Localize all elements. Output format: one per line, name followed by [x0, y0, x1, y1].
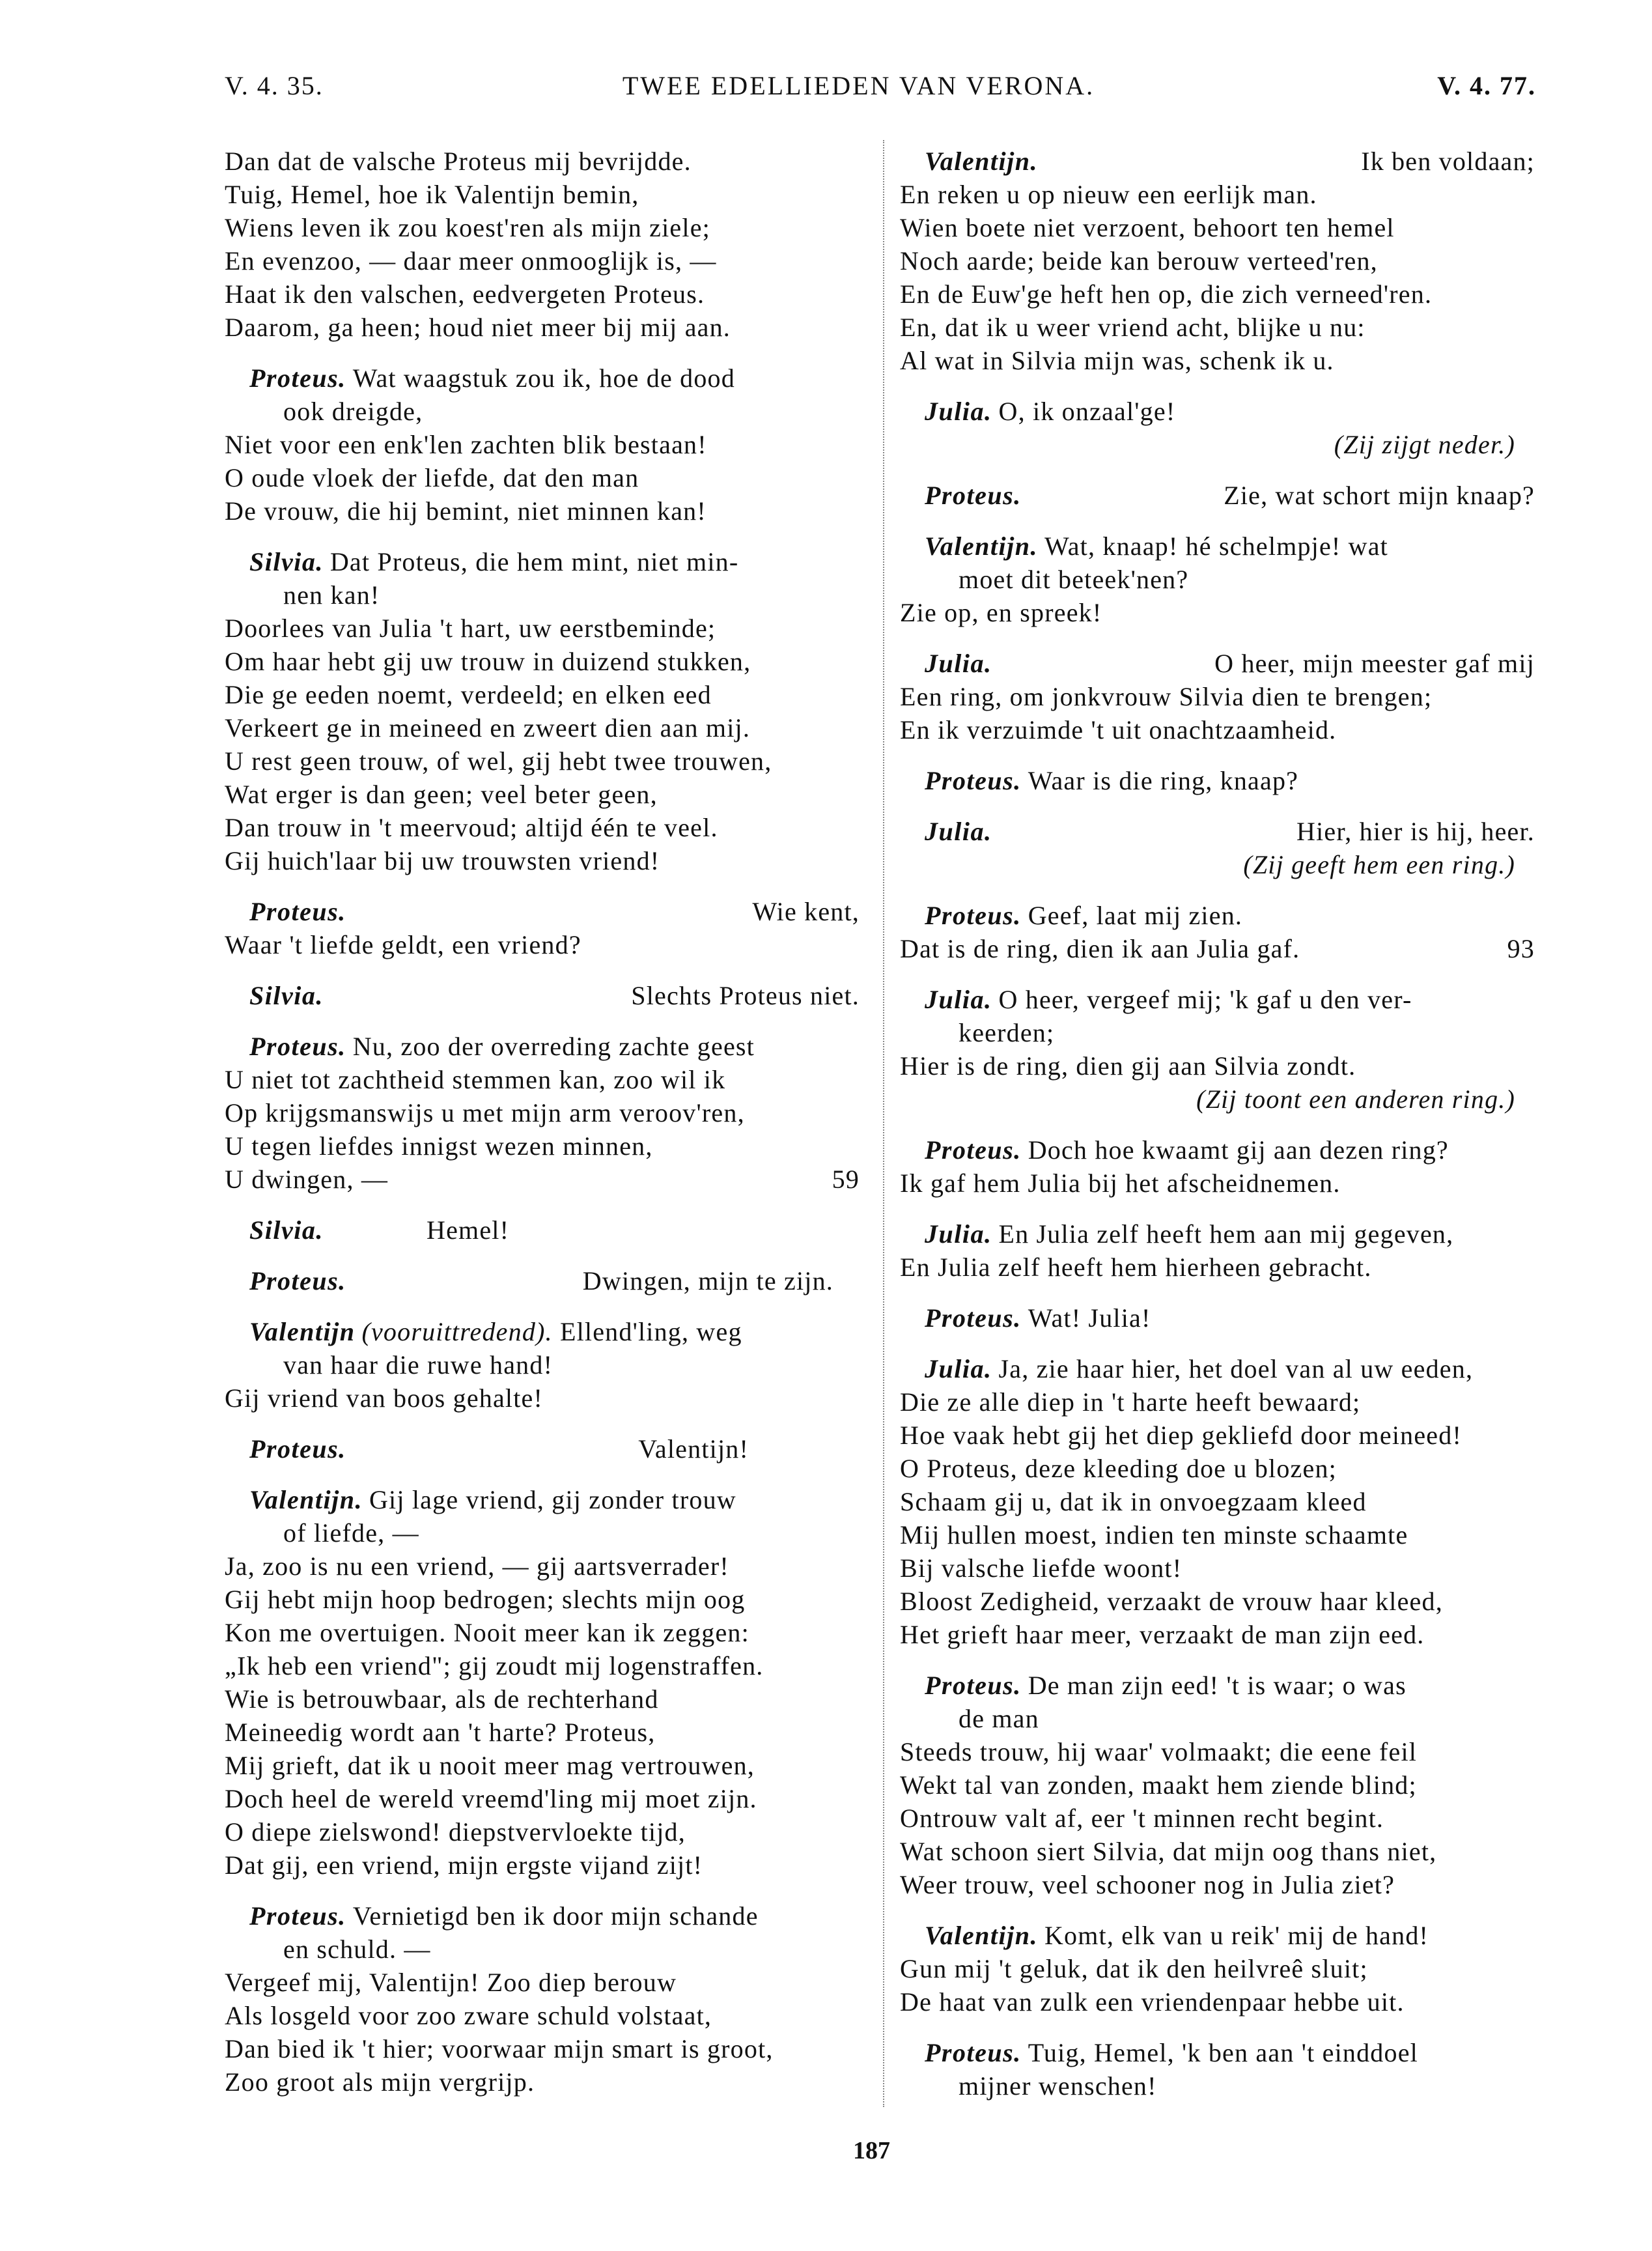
running-head-title: TWEE EDELLIEDEN VAN VERONA.: [622, 71, 1095, 100]
verse-line-continued: [900, 1016, 1535, 1049]
stage-aside: (vooruittredend).: [361, 1317, 553, 1346]
line-text: Komt, elk van u reik' mij de hand!: [1044, 1921, 1429, 1950]
verse-line: [225, 494, 860, 528]
speaker-name: Proteus.: [925, 1303, 1022, 1333]
line-text: nen kan!: [283, 580, 380, 610]
line-text: En Julia zelf heeft hem aan mij gegeven,: [998, 1219, 1454, 1249]
speech-start-line: [225, 1483, 860, 1516]
line-text: Dat Proteus, die hem mint, niet min-: [329, 547, 739, 576]
line-text: Dan dat de valsche Proteus mij bevrijdde.: [225, 147, 692, 176]
line-text: Ontrouw valt af, eer 't minnen recht begint.: [900, 1804, 1384, 1833]
line-number: 93: [1507, 934, 1535, 963]
verse-line: [900, 244, 1535, 277]
verse-line-continued: [225, 395, 860, 428]
verse-line: [225, 2032, 860, 2065]
line-text: Tuig, Hemel, 'k ben aan 't einddoel: [1028, 2038, 1418, 2067]
speech-start-line: [900, 647, 1535, 680]
line-text: Gij vriend van boos gehalte!: [225, 1383, 544, 1413]
verse-line-continued: [225, 578, 860, 612]
speaker-name: Julia.: [925, 1219, 992, 1249]
verse-line: [225, 1999, 860, 2032]
verse-line: [900, 1485, 1535, 1518]
verse-line: [225, 244, 860, 277]
text-column-right: [900, 145, 1535, 2102]
line-text: U tegen liefdes innigst wezen minnen,: [225, 1131, 653, 1161]
line-text: Niet voor een enk'len zachten blik bestaan!: [225, 430, 707, 459]
speech-start-line: [900, 1133, 1535, 1167]
speaker-name: Julia.: [925, 985, 992, 1014]
verse-line: [225, 711, 860, 744]
line-text: Op krijgsmanswijs u met mijn arm veroov'ren,: [225, 1098, 745, 1127]
verse-line: [225, 428, 860, 461]
speaker-name: Valentijn: [249, 1317, 356, 1346]
line-text: Waar is die ring, knaap?: [1028, 766, 1299, 795]
speech-start-line: [225, 895, 860, 928]
verse-line: [900, 1419, 1535, 1452]
page-number: 187: [853, 2137, 890, 2164]
verse-line: [900, 211, 1535, 244]
line-text: Zie op, en spreek!: [900, 598, 1102, 627]
line-text: Om haar hebt gij uw trouw in duizend stukken,: [225, 647, 751, 676]
line-text: Een ring, om jonkvrouw Silvia dien te brengen;: [900, 682, 1433, 711]
stage-direction: [900, 428, 1535, 461]
speaker-name: Proteus.: [925, 1671, 1022, 1700]
verse-line-continued: [900, 563, 1535, 596]
line-text: Haat ik den valschen, eedvergeten Proteus.: [225, 279, 705, 309]
speech-start-line: [225, 1030, 860, 1063]
speaker-name: Valentijn.: [925, 531, 1038, 561]
line-text: Ik gaf hem Julia bij het afscheidnemen.: [900, 1168, 1341, 1198]
line-text: Doch heel de wereld vreemd'ling mij moet zijn.: [225, 1784, 757, 1813]
column-divider: [883, 140, 884, 2107]
speech-start-line: [225, 545, 860, 578]
speaker-name: Silvia.: [249, 1215, 324, 1245]
line-text: Valentijn!: [638, 1434, 749, 1464]
verse-line: [225, 1381, 860, 1415]
line-text: Dan bied ik 't hier; voorwaar mijn smart is groot,: [225, 2034, 774, 2063]
verse-line: [225, 145, 860, 178]
speaker-name: Julia.: [925, 1354, 992, 1383]
verse-line: [225, 612, 860, 645]
speaker-name: Silvia.: [249, 981, 324, 1010]
line-text: U rest geen trouw, of wel, gij hebt twee trouwen,: [225, 746, 772, 776]
line-text: O oude vloek der liefde, dat den man: [225, 463, 639, 492]
verse-line: [225, 1550, 860, 1583]
speaker-name: Proteus.: [925, 2038, 1022, 2067]
text-column-left: [225, 145, 860, 2099]
line-text: Gij lage vriend, gij zonder trouw: [369, 1485, 736, 1514]
line-text: Hier, hier is hij, heer.: [1296, 817, 1535, 846]
verse-line: [225, 1583, 860, 1616]
verse-line: [225, 928, 860, 961]
verse-line: [225, 1815, 860, 1848]
line-text: O heer, mijn meester gaf mij: [1214, 649, 1535, 678]
verse-line: [900, 1618, 1535, 1651]
line-text: Wat waagstuk zou ik, hoe de dood: [352, 363, 735, 393]
verse-line: [225, 1716, 860, 1749]
speech-start-line: [900, 395, 1535, 428]
speaker-name: Proteus.: [249, 897, 346, 926]
line-text: Ellend'ling, weg: [559, 1317, 742, 1346]
line-text: Zie, wat schort mijn knaap?: [1224, 481, 1535, 510]
line-text: Al wat in Silvia mijn was, schenk ik u.: [900, 346, 1334, 375]
line-text: En ik verzuimde 't uit onachtzaamheid.: [900, 715, 1337, 744]
line-text: Mij grieft, dat ik u nooit meer mag vertrouwen,: [225, 1751, 755, 1780]
line-text: Bloost Zedigheid, verzaakt de vrouw haar kleed,: [900, 1587, 1443, 1616]
stage-direction: [900, 848, 1535, 881]
line-text: En Julia zelf heeft hem hierheen gebracht.: [900, 1253, 1372, 1282]
verse-line: [900, 311, 1535, 344]
verse-line: [225, 1749, 860, 1782]
line-text: Hoe vaak hebt gij het diep gekliefd door meineed!: [900, 1421, 1462, 1450]
verse-line: [225, 645, 860, 678]
line-text: Ja, zie haar hier, het doel van al uw eeden,: [998, 1354, 1474, 1383]
line-text: Zoo groot als mijn vergrijp.: [225, 2067, 535, 2097]
speaker-name: Proteus.: [925, 901, 1022, 930]
verse-line: [900, 596, 1535, 629]
speech-start-line: [225, 979, 860, 1012]
line-text: Bij valsche liefde woont!: [900, 1553, 1183, 1583]
line-text: Hier is de ring, dien gij aan Silvia zondt.: [900, 1051, 1356, 1081]
verse-line: [900, 1518, 1535, 1551]
line-text: Wat! Julia!: [1028, 1303, 1151, 1333]
line-text: O diepe zielswond! diepstvervloekte tijd,: [225, 1817, 686, 1847]
running-head-left-reference: V. 4. 35.: [225, 71, 324, 100]
line-text: de man: [959, 1704, 1039, 1733]
line-text: Het grieft haar meer, verzaakt de man zijn eed.: [900, 1620, 1425, 1649]
line-text: De haat van zulk een vriendenpaar hebbe uit.: [900, 1987, 1405, 2017]
line-text: Gij huich'laar bij uw trouwsten vriend!: [225, 846, 660, 875]
line-text: ook dreigde,: [283, 397, 423, 426]
speaker-name: Valentijn.: [925, 1921, 1038, 1950]
verse-line-continued: [225, 1516, 860, 1550]
speech-start-line: [225, 1432, 860, 1465]
line-text: Geef, laat mij zien.: [1028, 901, 1243, 930]
verse-line-continued: [225, 1932, 860, 1966]
speech-start-line: [900, 1919, 1535, 1952]
verse-line: [900, 1251, 1535, 1284]
line-text: Wie kent,: [752, 897, 860, 926]
speech-start-line: [900, 479, 1535, 512]
line-text: Daarom, ga heen; houd niet meer bij mij aan.: [225, 313, 731, 342]
line-text: Waar 't liefde geldt, een vriend?: [225, 930, 581, 959]
speaker-name: Proteus.: [249, 1434, 346, 1464]
speaker-name: Proteus.: [249, 1901, 346, 1931]
speech-start-line: [900, 2036, 1535, 2069]
verse-line: [225, 311, 860, 344]
line-text: Verkeert ge in meineed en zweert dien aan mij.: [225, 713, 751, 743]
stage-direction: [900, 1083, 1535, 1116]
speaker-name: Valentijn.: [925, 147, 1038, 176]
speech-start-line: [225, 1899, 860, 1932]
line-text: mijner wenschen!: [959, 2071, 1157, 2101]
speech-start-line: [900, 1217, 1535, 1251]
line-text: „Ik heb een vriend"; gij zoudt mij logenstraffen.: [225, 1651, 764, 1680]
speaker-name: Silvia.: [249, 547, 324, 576]
verse-line: [900, 1835, 1535, 1868]
line-text: Gun mij 't geluk, dat ik den heilvreê sluit;: [900, 1954, 1368, 1983]
line-text: Kon me overtuigen. Nooit meer kan ik zeggen:: [225, 1618, 749, 1647]
line-text: Steeds trouw, hij waar' volmaakt; die eene feil: [900, 1737, 1418, 1766]
speaker-name: Proteus.: [249, 1266, 346, 1295]
line-text: En de Euw'ge heft hen op, die zich verneed'ren.: [900, 279, 1433, 309]
verse-line: [900, 1802, 1535, 1835]
verse-line: [900, 1985, 1535, 2018]
speech-start-line: [900, 1352, 1535, 1385]
line-text: Meineedig wordt aan 't harte? Proteus,: [225, 1718, 656, 1747]
line-text: Wat erger is dan geen; veel beter geen,: [225, 780, 658, 809]
verse-line: [900, 1868, 1535, 1901]
verse-line: [225, 178, 860, 211]
speech-start-line: [225, 1315, 860, 1348]
line-text: De man zijn eed! 't is waar; o was: [1028, 1671, 1407, 1700]
verse-line: [225, 744, 860, 778]
line-text: (Zij geeft hem een ring.): [1243, 850, 1515, 879]
line-text: Wien boete niet verzoent, behoort ten hemel: [900, 213, 1395, 242]
line-text: En reken u op nieuw een eerlijk man.: [900, 180, 1317, 209]
line-text: Ja, zoo is nu een vriend, — gij aartsverrader!: [225, 1551, 729, 1581]
line-text: van haar die ruwe hand!: [283, 1350, 553, 1380]
speech-start-line: [900, 983, 1535, 1016]
speaker-name: Julia.: [925, 817, 992, 846]
line-text: en schuld. —: [283, 1934, 431, 1964]
verse-line: [225, 277, 860, 311]
verse-line: [225, 461, 860, 494]
verse-line: [900, 178, 1535, 211]
verse-line: [900, 1385, 1535, 1419]
verse-line: [225, 678, 860, 711]
speaker-name: Julia.: [925, 397, 992, 426]
line-text: Gij hebt mijn hoop bedrogen; slechts mijn oog: [225, 1585, 746, 1614]
line-text: Die ge eeden noemt, verdeeld; en elken eed: [225, 680, 712, 709]
verse-line: [900, 713, 1535, 746]
speech-start-line: [900, 764, 1535, 797]
line-text: Slechts Proteus niet.: [631, 981, 860, 1010]
verse-line-continued: [900, 2069, 1535, 2102]
running-head-right-reference: V. 4. 77.: [1437, 71, 1536, 100]
verse-line: [225, 1063, 860, 1096]
verse-line: [225, 1129, 860, 1163]
line-text: (Zij toont een anderen ring.): [1196, 1084, 1515, 1114]
line-text: En, dat ik u weer vriend acht, blijke u nu:: [900, 313, 1365, 342]
verse-line: [900, 1551, 1535, 1585]
verse-line-continued: [900, 1702, 1535, 1735]
line-number: 59: [832, 1165, 860, 1194]
line-text: Tuig, Hemel, hoe ik Valentijn bemin,: [225, 180, 639, 209]
speech-start-line: [900, 530, 1535, 563]
verse-line: [900, 344, 1535, 377]
speech-start-line: [900, 1301, 1535, 1335]
verse-line: [900, 1049, 1535, 1083]
line-text: O, ik onzaal'ge!: [998, 397, 1176, 426]
verse-line: [900, 932, 1535, 965]
line-text: Ik ben voldaan;: [1361, 147, 1535, 176]
speech-start-line: [900, 815, 1535, 848]
speaker-name: Proteus.: [925, 766, 1022, 795]
speech-start-line: [900, 899, 1535, 932]
verse-line: [900, 1768, 1535, 1802]
line-text: Dat is de ring, dien ik aan Julia gaf.: [900, 934, 1300, 963]
line-text: moet dit beteek'nen?: [959, 565, 1189, 594]
verse-line: [225, 1163, 860, 1196]
line-text: Wiens leven ik zou koest'ren als mijn ziele;: [225, 213, 710, 242]
verse-line: [225, 778, 860, 811]
line-text: O heer, vergeef mij; 'k gaf u den ver-: [998, 985, 1412, 1014]
verse-line: [225, 844, 860, 877]
line-text: Dan trouw in 't meervoud; altijd één te veel.: [225, 813, 718, 842]
line-text: Nu, zoo der overreding zachte geest: [352, 1032, 755, 1061]
verse-line: [900, 1585, 1535, 1618]
verse-line: [900, 1735, 1535, 1768]
line-text: Doch hoe kwaamt gij aan dezen ring?: [1028, 1135, 1449, 1165]
line-text: En evenzoo, — daar meer onmooglijk is, —: [225, 246, 717, 276]
line-text: Vernietigd ben ik door mijn schande: [352, 1901, 759, 1931]
line-text: Noch aarde; beide kan berouw verteed'ren,: [900, 246, 1378, 276]
speaker-name: Proteus.: [925, 481, 1022, 510]
verse-line: [225, 1682, 860, 1716]
line-text: Weer trouw, veel schooner nog in Julia ziet?: [900, 1870, 1395, 1899]
line-text: Dat gij, een vriend, mijn ergste vijand zijt!: [225, 1850, 703, 1880]
line-text: Als losgeld voor zoo zware schuld volstaat,: [225, 2001, 712, 2030]
verse-line: [225, 2065, 860, 2099]
line-text: (Zij zijgt neder.): [1334, 430, 1515, 459]
line-text: Mij hullen moest, indien ten minste schaamte: [900, 1520, 1408, 1550]
speech-start-line: [225, 361, 860, 395]
verse-line: [900, 1452, 1535, 1485]
speaker-name: Proteus.: [925, 1135, 1022, 1165]
verse-line: [225, 1096, 860, 1129]
line-text: Schaam gij u, dat ik in onvoegzaam kleed: [900, 1487, 1367, 1516]
line-text: Hemel!: [427, 1215, 510, 1245]
verse-line: [225, 1848, 860, 1882]
line-text: Wie is betrouwbaar, als de rechterhand: [225, 1684, 659, 1714]
verse-line-continued: [225, 1348, 860, 1381]
speech-start-line: [900, 1669, 1535, 1702]
line-text: Vergeef mij, Valentijn! Zoo diep berouw: [225, 1968, 677, 1997]
line-text: Wekt tal van zonden, maakt hem ziende blind;: [900, 1770, 1417, 1800]
speaker-name: Julia.: [925, 649, 992, 678]
line-text: U niet tot zachtheid stemmen kan, zoo wil ik: [225, 1065, 726, 1094]
line-text: U dwingen, —: [225, 1165, 389, 1194]
speech-start-line: [225, 1264, 860, 1297]
line-text: Wat schoon siert Silvia, dat mijn oog thans niet,: [900, 1837, 1437, 1866]
verse-line: [225, 1966, 860, 1999]
verse-line: [225, 811, 860, 844]
verse-line: [225, 1616, 860, 1649]
speech-start-line: [900, 145, 1535, 178]
speech-start-line: [225, 1213, 860, 1247]
line-text: O Proteus, deze kleeding doe u blozen;: [900, 1454, 1337, 1483]
verse-line: [900, 680, 1535, 713]
verse-line: [225, 1782, 860, 1815]
verse-line: [900, 1952, 1535, 1985]
verse-line: [225, 1649, 860, 1682]
line-text: Doorlees van Julia 't hart, uw eerstbeminde;: [225, 614, 716, 643]
speaker-name: Proteus.: [249, 1032, 346, 1061]
speaker-name: Proteus.: [249, 363, 346, 393]
verse-line: [900, 1167, 1535, 1200]
line-text: of liefde, —: [283, 1518, 419, 1548]
speaker-name: Valentijn.: [249, 1485, 363, 1514]
line-text: keerden;: [959, 1018, 1055, 1047]
verse-line: [900, 277, 1535, 311]
line-text: Die ze alle diep in 't harte heeft bewaard;: [900, 1387, 1361, 1417]
line-text: Wat, knaap! hé schelmpje! wat: [1044, 531, 1388, 561]
verse-line: [225, 211, 860, 244]
line-text: Dwingen, mijn te zijn.: [582, 1266, 833, 1295]
line-text: De vrouw, die hij bemint, niet minnen kan!: [225, 496, 707, 526]
